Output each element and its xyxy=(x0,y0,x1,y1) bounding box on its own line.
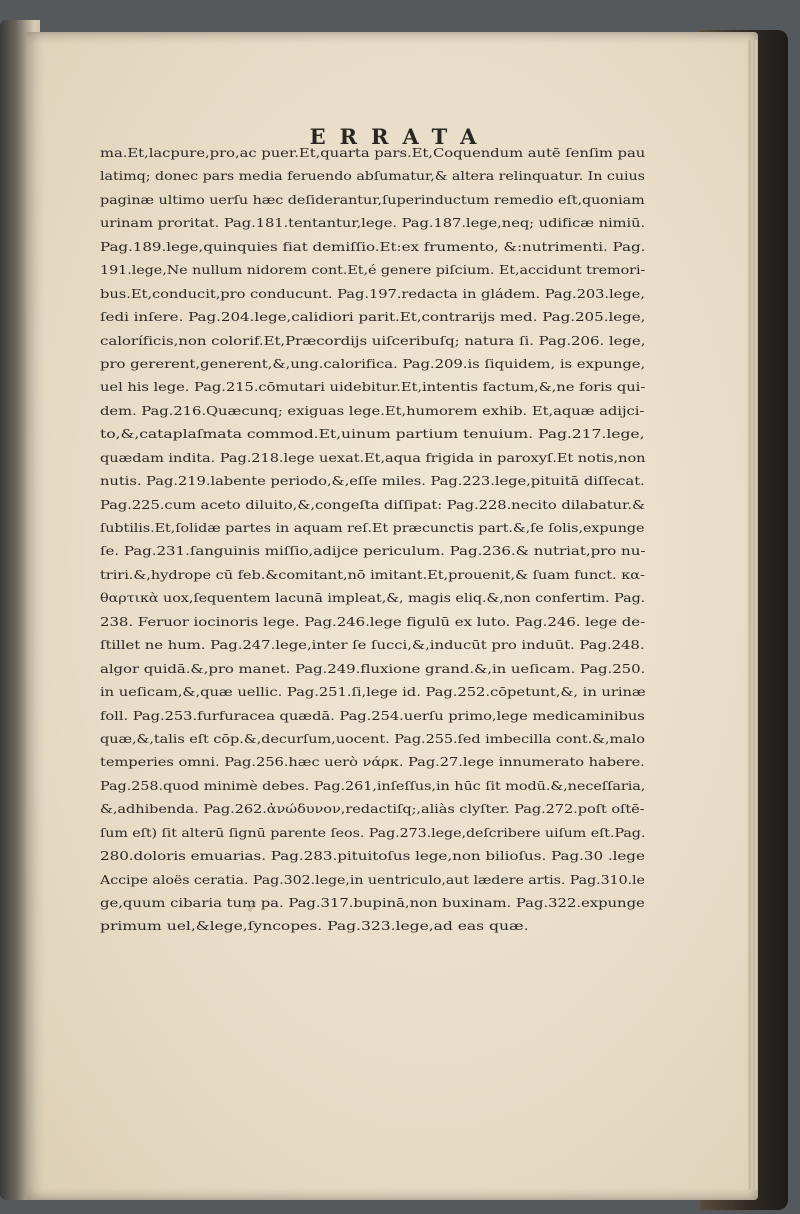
text-line: quæ,&,talis eſt cōp.&,decurſum,uocent. Pag.255.ſed imbecilla cont.&,malo xyxy=(100,730,645,746)
text-line: pro gererent,generent,&,ung.calorifica. Pag.209.is ſiquidem, is expunge, xyxy=(100,355,646,371)
text-line: &,adhibenda. Pag.262.ἀνώδυνον,redactiſq;,aliàs clyſter. Pag.272.poſt oſtē- xyxy=(100,801,645,817)
text-line: urinam proritat. Pag.181.tentantur,lege. Pag.187.lege,neq; udificæ nimiū. xyxy=(100,215,646,231)
page-heading: ERRATA xyxy=(309,124,491,149)
text-line: dem. Pag.216.Quæcunq; exiguas lege.Et,humorem exhib. Et,aquæ adijci- xyxy=(100,402,645,418)
text-line: in ueſicam,&,quæ uellic. Pag.251.ſi,lege id. Pag.252.cōpetunt,&, in urinæ xyxy=(100,684,646,700)
text-line: foll. Pag.253.furfuracea quædā. Pag.254.uerſu primo,lege medicaminibus xyxy=(100,707,645,723)
text-line: caloríficis,non colorif.Et,Præcordijs uiſceribuſq; natura ſi. Pag.206. lege, xyxy=(100,332,646,348)
text-line: Accipe aloës ceratia. Pag.302.lege,in uentriculo,aut lædere artis. Pag.310.le xyxy=(100,871,645,887)
text-line: ſubtilis.Et,ſolidæ partes in aquam reſ.Et præcunctis part.&,ſe ſolis,expunge xyxy=(100,520,645,535)
text-line: Pag.258.quod minimè debes. Pag.261,inſeſſus,in hūc ſit modū.&,neceſſaria, xyxy=(100,777,646,793)
text-line: latimq; donec pars media feruendo abſumatur,& altera relinquatur. In cuius xyxy=(100,168,645,184)
text-line: bus.Et,conducit,pro conducunt. Pag.197.redacta in gládem. Pag.203.lege, xyxy=(100,285,645,301)
text-line: Pag.189.lege,quinquies fiat demiſſio.Et:ex frumento, &:nutrimenti. Pag. xyxy=(100,238,646,254)
text-line: ma.Et,lacpure,pro,ac puer.Et,quarta pars.Et,Coquendum autē ſenſim pau xyxy=(100,145,646,160)
text-line: to,&,cataplaſmata commod.Et,uinum partium tenuium. Pag.217.lege, xyxy=(100,426,645,442)
errata-text-block xyxy=(100,141,645,938)
text-line: 238. Feruor iocinoris lege. Pag.246.lege figulū ex luto. Pag.246. lege de- xyxy=(100,613,646,629)
text-line: nutis. Pag.219.labente periodo,&,eſſe miles. Pag.223.lege,pituitā diſſecat. xyxy=(100,473,645,489)
text-line: primum uel,&lege,ſyncopes. Pag.323.lege,ad eas quæ. xyxy=(100,918,529,934)
text-line: algor quidā.&,pro manet. Pag.249.fluxione grand.&,in ueſicam. Pag.250. xyxy=(100,660,646,676)
text-line: Pag.225.cum aceto diluito,&,congeſta diſſipat: Pag.228.necito dilabatur.& xyxy=(100,496,646,512)
text-line: ſtillet ne hum. Pag.247.lege,inter ſe ſucci,&,inducūt pro induūt. Pag.248. xyxy=(100,637,645,653)
text-line: uel his lege. Pag.215.cōmutari uidebitur.Et,intentis factum,&,ne foris qui- xyxy=(100,379,646,395)
text-line: ſedi inſere. Pag.204.lege,calidiori parit.Et,contrarijs med. Pag.205.lege, xyxy=(100,309,646,325)
text-line: ge,quum cibaria tum pa. Pag.317.bupinā,non buxinam. Pag.322.expunge xyxy=(100,895,645,910)
text-line: ſum eſt) ſit alterū ſignū parente ſeos. Pag.273.lege,deſcribere uiſum eſt.Pag. xyxy=(100,824,646,840)
text-line: temperies omni. Pag.256.hæc uerò νάρκ. Pag.27.lege innumerato habere. xyxy=(100,754,645,770)
text-line: 191.lege,Ne nullum nidorem cont.Et,é genere piſcium. Et,accidunt tremori- xyxy=(100,262,646,278)
text-line: paginæ ultimo uerſu hæc deſiderantur,ſuperinductum remedio eſt,quoniam xyxy=(100,191,645,207)
text-line: triri.&,hydrope cū feb.&comitant,nō imitant.Et,prouenit,& ſuam funct. κα- xyxy=(100,566,645,582)
text-line: 280.doloris emuarias. Pag.283.pituitoſus lege,non bilioſus. Pag.30 .lege xyxy=(100,848,645,864)
text-line: quædam indita. Pag.218.lege uexat.Et,aqua frigida in paroxyſ.Et notis,non xyxy=(100,449,646,465)
text-line: ſe. Pag.231.ſanguinis miſſio,adijce periculum. Pag.236.& nutriat,pro nu- xyxy=(100,543,646,559)
text-line: θαρτικὰ uox,ſequentem lacunā impleat,&, magis eliq.&,non confertim. Pag. xyxy=(100,590,646,606)
